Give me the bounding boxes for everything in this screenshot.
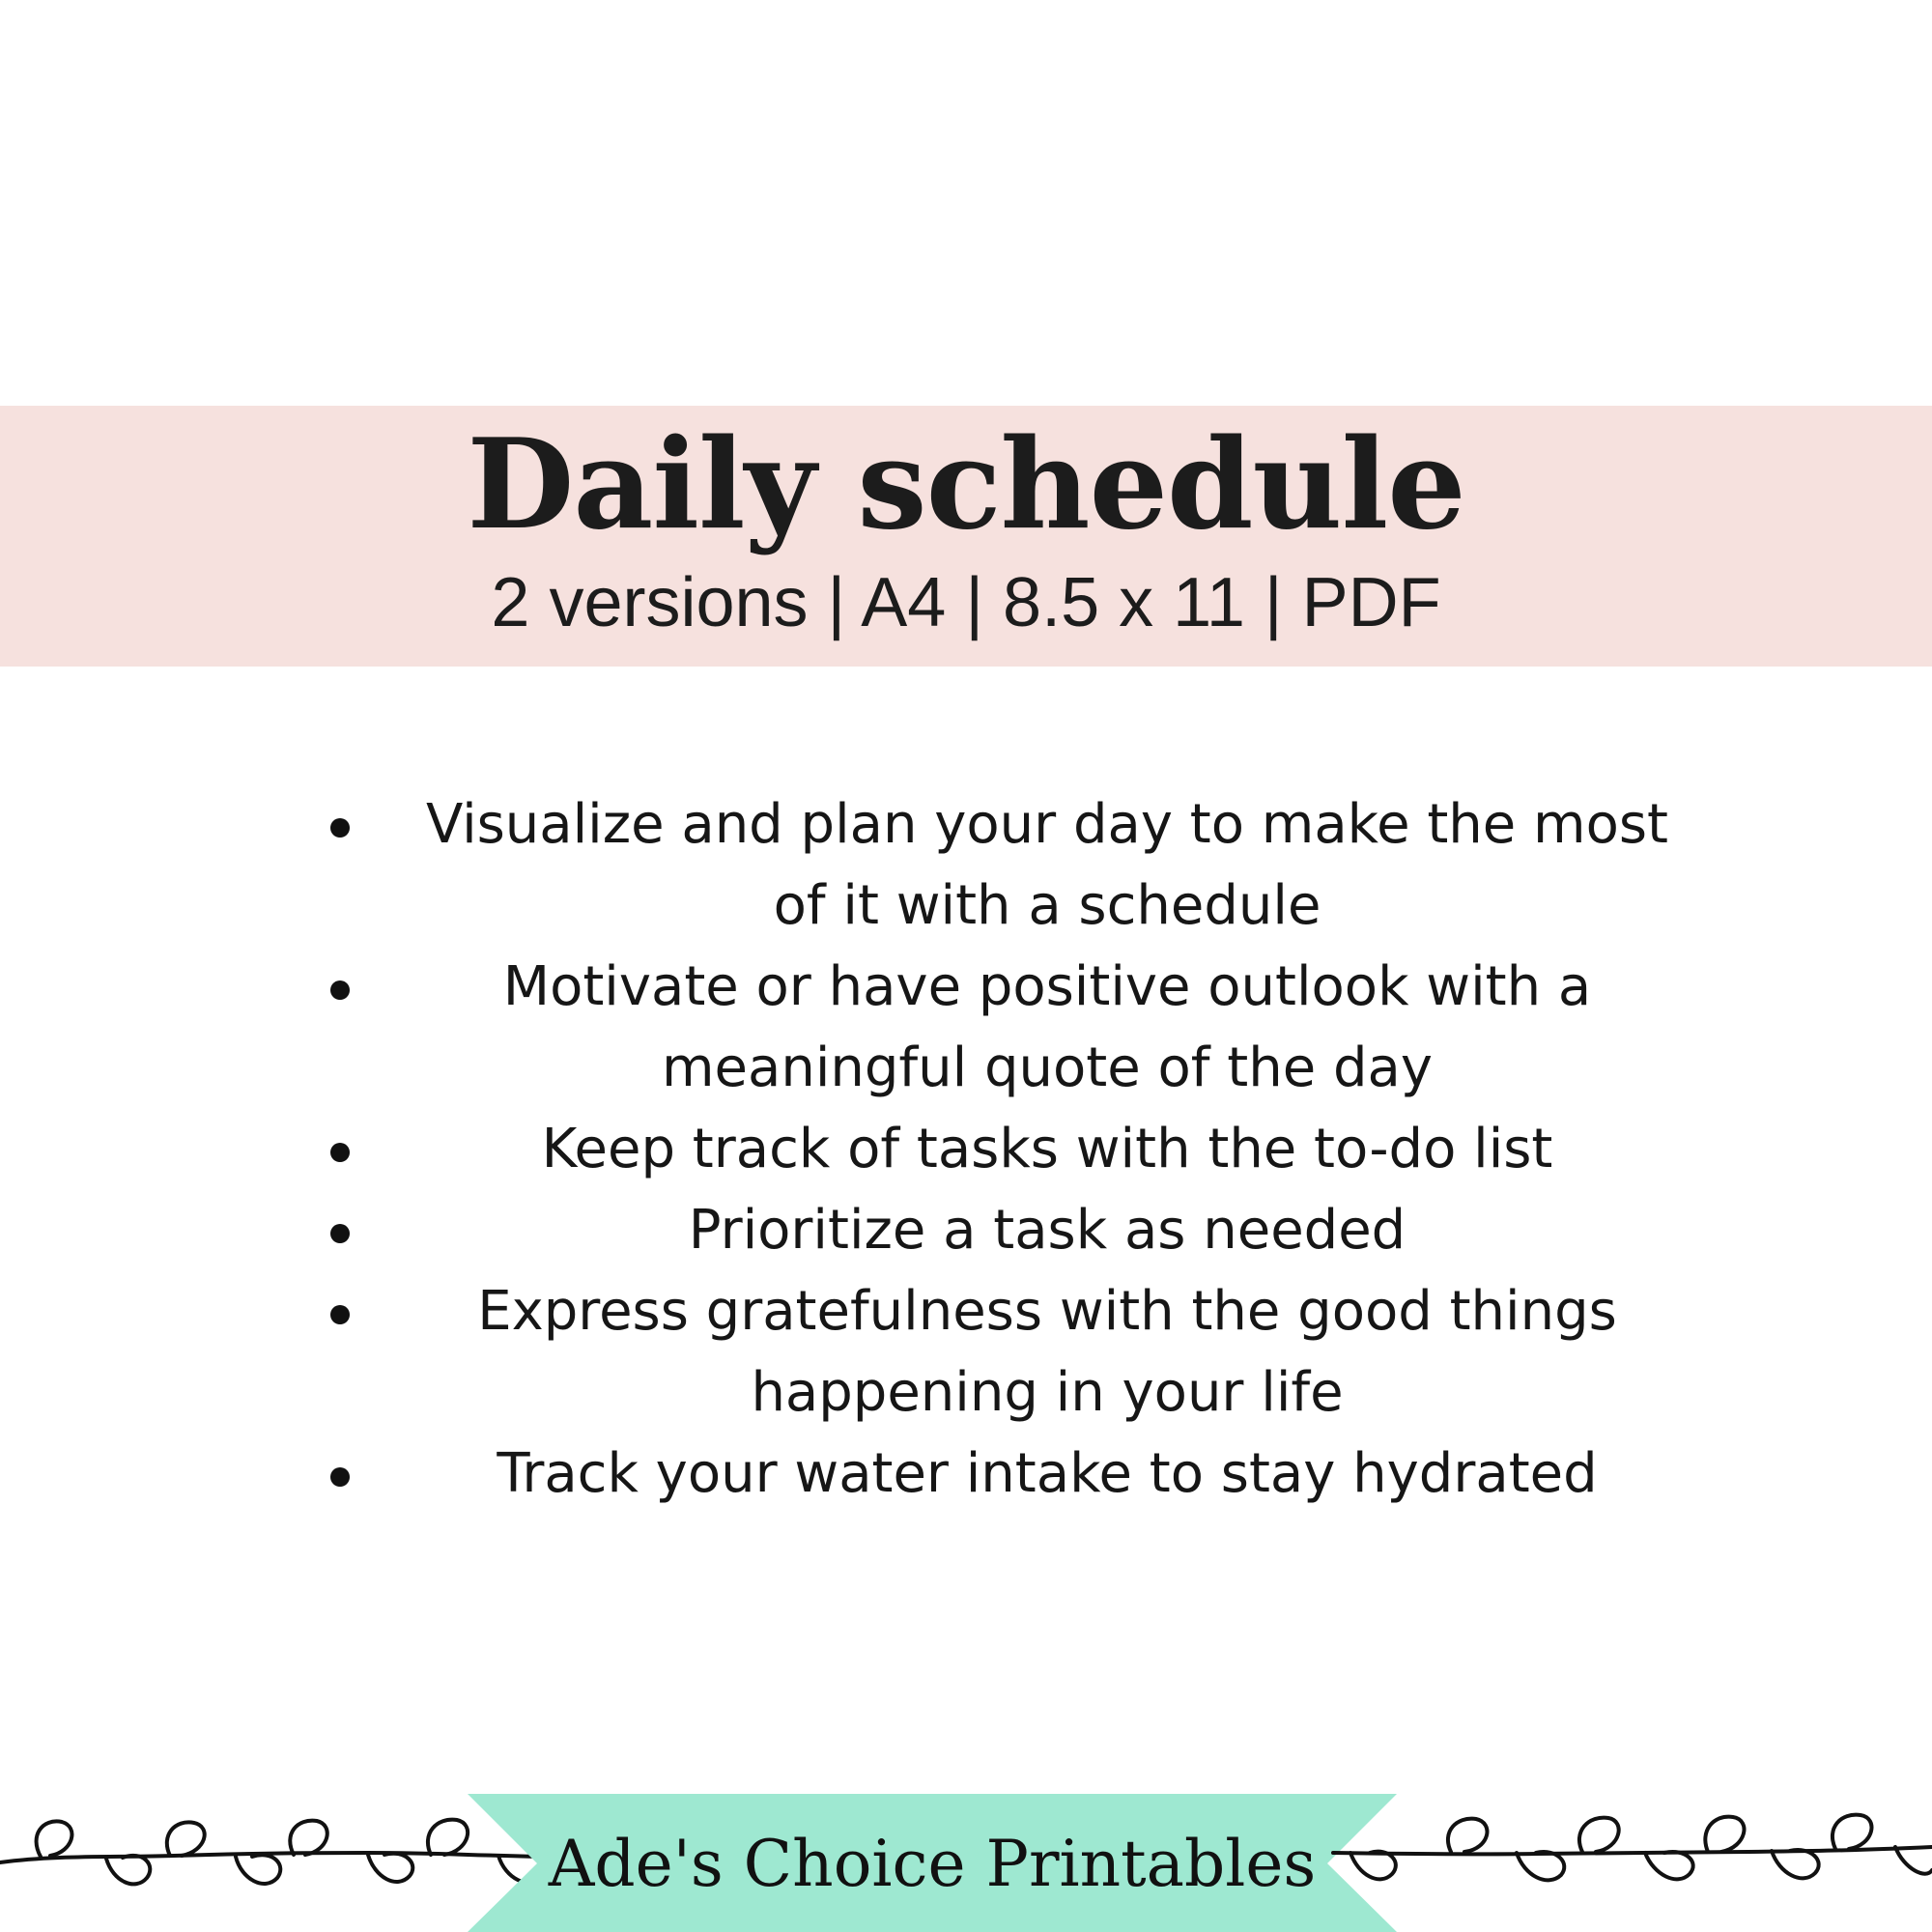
- page-title: Daily schedule: [467, 412, 1465, 557]
- feature-item: [309, 1190, 1700, 1271]
- feature-list: [309, 784, 1700, 1515]
- bullet-dot-icon: [330, 1143, 350, 1162]
- vine-icon: [0, 1797, 541, 1932]
- feature-text: Motivate or have positive outlook with a meaningful quote of the day: [502, 955, 1592, 1099]
- feature-item: [309, 947, 1700, 1109]
- feature-text: Keep track of tasks with the to-do list: [541, 1118, 1553, 1180]
- bullet-dot-icon: [330, 980, 350, 1000]
- feature-item: [309, 1434, 1700, 1515]
- bullet-dot-icon: [330, 818, 350, 838]
- feature-item: [309, 1109, 1700, 1190]
- feature-text: Prioritize a task as needed: [688, 1199, 1406, 1262]
- bullet-dot-icon: [330, 1305, 350, 1324]
- feature-item: [309, 1271, 1700, 1434]
- feature-text: Track your water intake to stay hydrated: [497, 1442, 1598, 1505]
- brand-name: Ade's Choice Printables: [548, 1827, 1317, 1901]
- bullet-dot-icon: [330, 1467, 350, 1487]
- feature-text: Express gratefulness with the good things happening in your life: [477, 1280, 1617, 1424]
- bullet-dot-icon: [330, 1224, 350, 1243]
- feature-text: Visualize and plan your day to make the most of it with a schedule: [425, 793, 1668, 937]
- feature-item: [309, 784, 1700, 947]
- vine-icon: [1333, 1797, 1932, 1932]
- page-subtitle: 2 versions | A4 | 8.5 x 11 | PDF: [491, 564, 1441, 641]
